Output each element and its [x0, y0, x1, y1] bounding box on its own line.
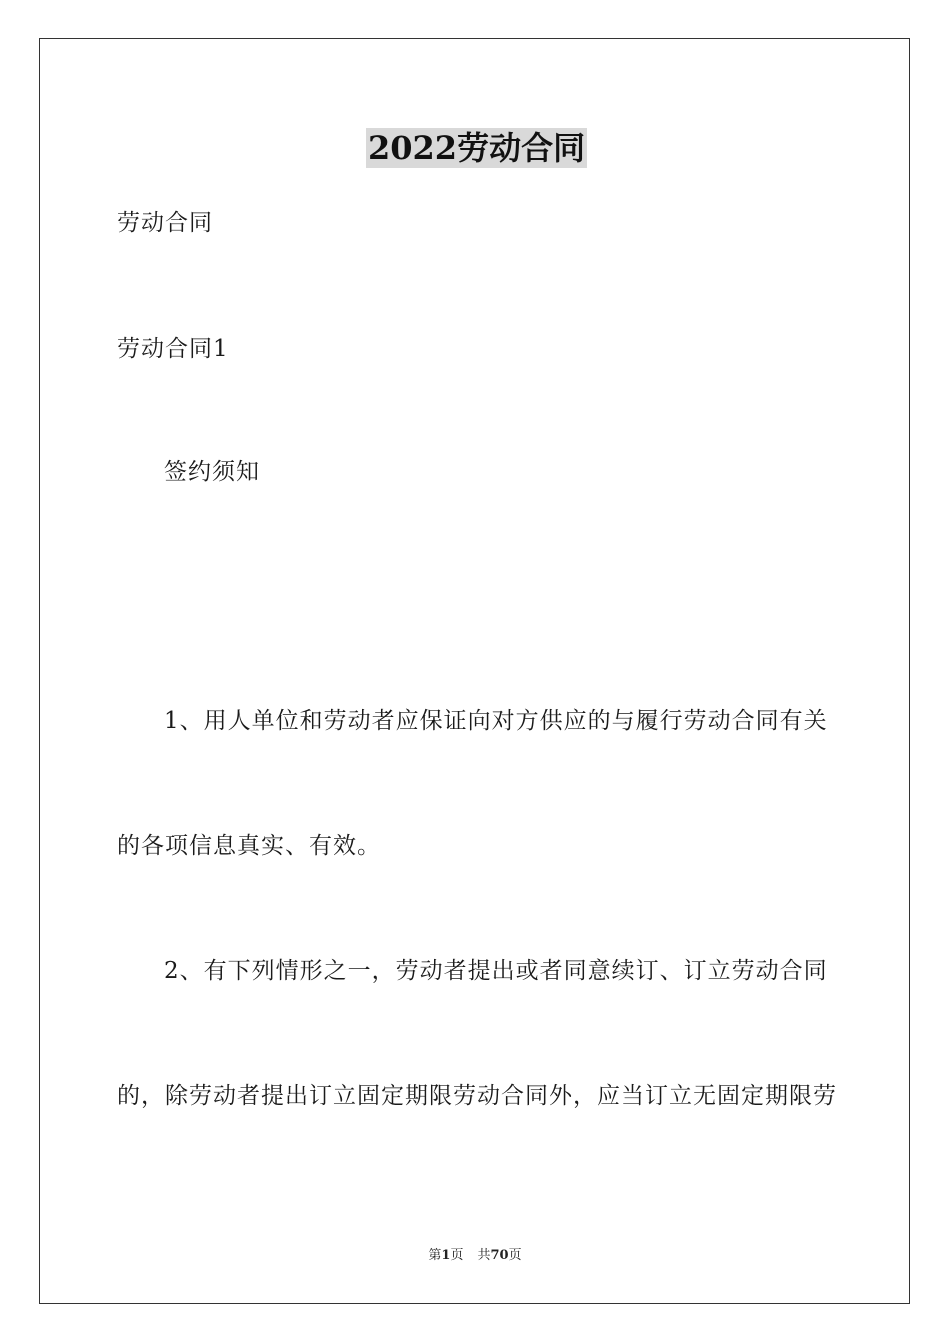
- footer-total-suffix: 页: [508, 1248, 522, 1263]
- paragraph-line: 1、用人单位和劳动者应保证向对方供应的与履行劳动合同有关: [164, 708, 828, 734]
- page-footer: [0, 1247, 950, 1265]
- contract-subheading: 劳动合同1: [117, 336, 229, 362]
- footer-page-number: 1: [441, 1248, 451, 1263]
- paragraph-line: 2、有下列情形之一，劳动者提出或者同意续订、订立劳动合同: [164, 958, 828, 984]
- footer-page-prefix: 第: [428, 1248, 442, 1263]
- paragraph-line: 的各项信息真实、有效。: [117, 833, 381, 859]
- footer-total-prefix: 共: [477, 1248, 491, 1263]
- footer-page-suffix: 页: [450, 1248, 464, 1263]
- document-heading: 劳动合同: [117, 210, 213, 236]
- paragraph-line: 的，除劳动者提出订立固定期限劳动合同外，应当订立无固定期限劳: [117, 1083, 837, 1109]
- notice-title: 签约须知: [164, 459, 260, 485]
- document-title: 2022劳动合同: [368, 129, 586, 167]
- footer-total-pages: 70: [490, 1248, 509, 1263]
